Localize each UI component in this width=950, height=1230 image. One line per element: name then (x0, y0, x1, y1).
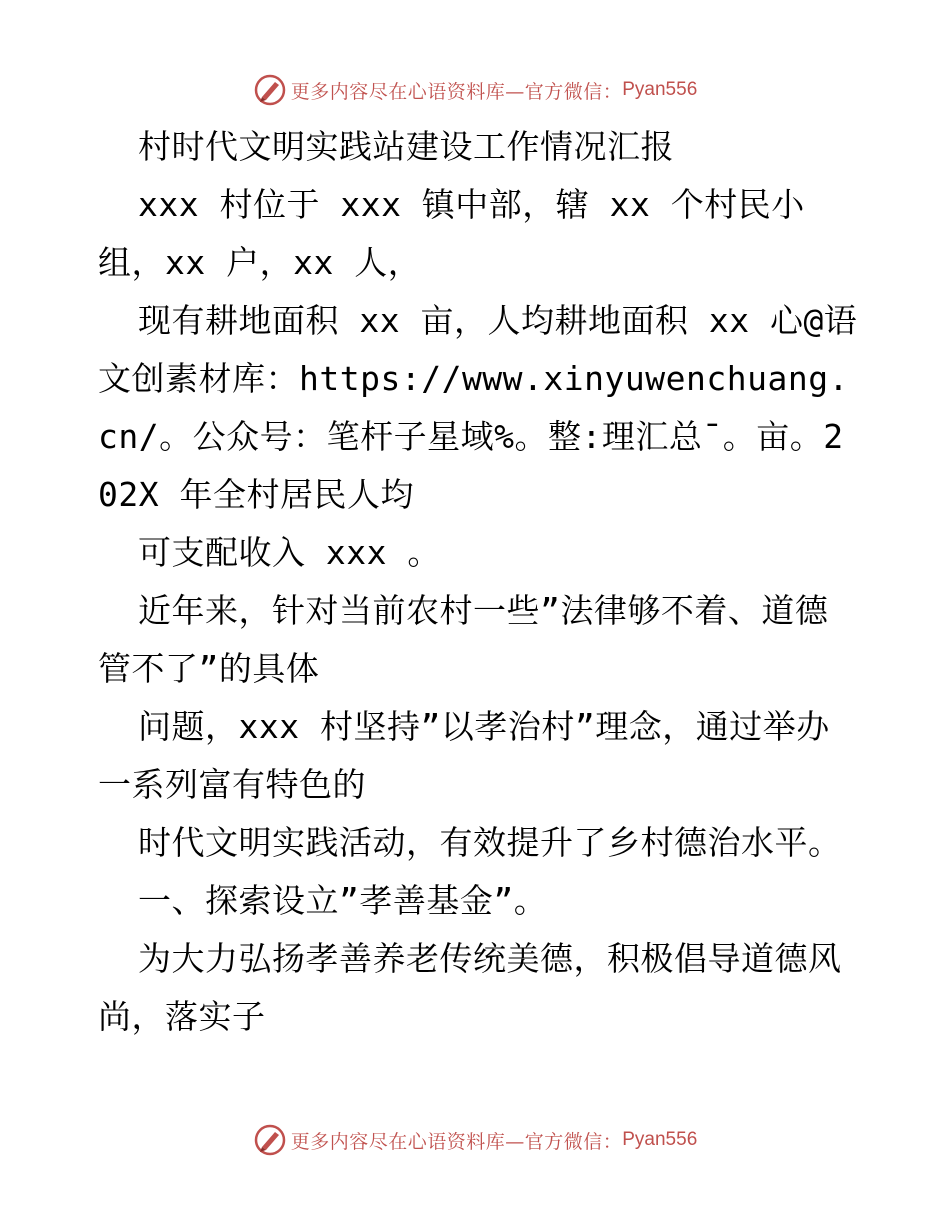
watermark-text: 更多内容尽在心语资料库—官方微信： (290, 80, 623, 103)
document-body (98, 118, 858, 1046)
watermark-text: 更多内容尽在心语资料库—官方微信： (290, 1130, 623, 1153)
pen-logo-icon (253, 73, 287, 107)
paragraph: 为大力弘扬孝善养老传统美德，积极倡导道德风尚，落实子 (98, 939, 842, 1036)
paragraph: 近年来，针对当前农村一些”法律够不着、道德管不了”的具体 (98, 591, 829, 688)
paragraph: 时代文明实践活动，有效提升了乡村德治水平。 (138, 823, 842, 862)
paragraph: 可支配收入 xxx 。 (138, 533, 441, 572)
paragraph: 问题，xxx 村坚持”以孝治村”理念，通过举办一系列富有特色的 (98, 707, 830, 804)
paragraph: 一、探索设立”孝善基金”。 (138, 881, 548, 920)
watermark-id: Pyan556 (622, 1129, 698, 1150)
paragraph: 现有耕地面积 xx 亩，人均耕地面积 xx 心@语文创素材库：https://www.xinyuwenchuang.cn/。公众号：笔杆子星域%。整:理汇总¯。亩。202X 年全村居民人均 (98, 301, 858, 514)
pen-logo-icon (253, 1123, 287, 1157)
paragraph: xxx 村位于 xxx 镇中部，辖 xx 个村民小组，xx 户，xx 人， (98, 185, 805, 282)
footer-watermark (0, 1120, 950, 1160)
watermark-id: Pyan556 (622, 79, 698, 100)
header-watermark (0, 70, 950, 110)
paragraph: 村时代文明实践站建设工作情况汇报 (138, 127, 674, 166)
